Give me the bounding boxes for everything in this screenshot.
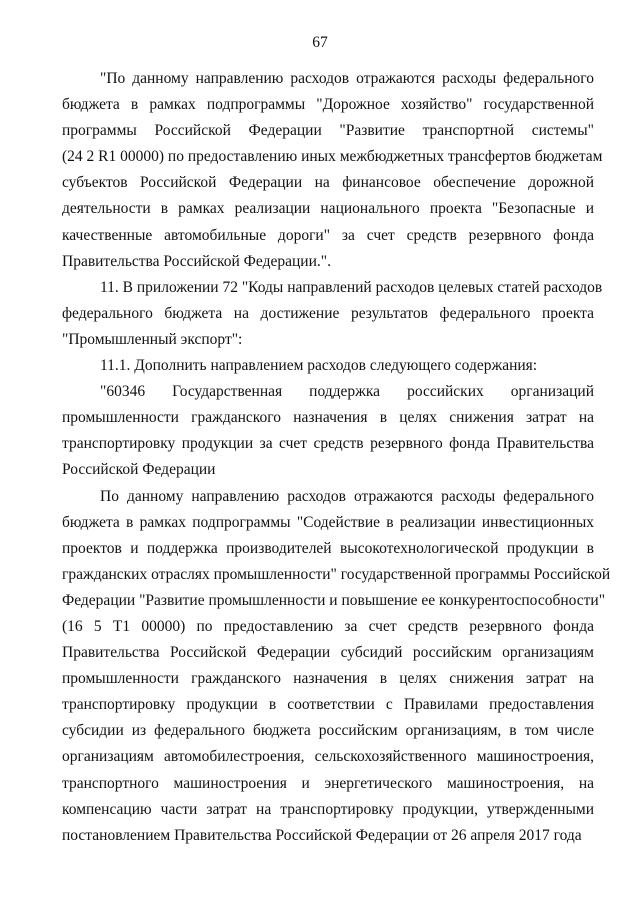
- paragraph-5: [62, 484, 611, 849]
- text-line: По данному направлению расходов отражаются расходы федерального: [100, 487, 594, 505]
- paragraph-1: [62, 66, 603, 275]
- text-line: "Промышленный экспорт":: [62, 330, 243, 348]
- document-body: [62, 66, 611, 849]
- text-line: транспортного машиностроения и энергетического машиностроения, на: [62, 774, 594, 792]
- text-line: федерального бюджета на достижение результатов федерального проекта: [62, 304, 594, 322]
- text-line: транспортировку продукции в соответствии с Правилами предоставления: [62, 696, 594, 714]
- text-line: Федерации "Развитие промышленности и повышение ее конкурентоспособности": [62, 591, 606, 609]
- text-line: Правительства Российской Федерации.".: [62, 252, 331, 270]
- text-line: субъектов Российской Федерации на финансовое обеспечение дорожной: [62, 174, 594, 192]
- text-line: организациям автомобилестроения, сельскохозяйственного машиностроения,: [62, 748, 594, 766]
- paragraph-3: [62, 353, 594, 379]
- text-line: промышленности гражданского назначения в целях снижения затрат на: [62, 409, 594, 427]
- text-line: (16 5 Т1 00000) по предоставлению за счет средств резервного фонда: [62, 617, 594, 635]
- text-line: промышленности гражданского назначения в целях снижения затрат на: [62, 670, 594, 688]
- text-line: постановлением Правительства Российской Федерации от 26 апреля 2017 года: [62, 826, 582, 844]
- text-line: Правительства Российской Федерации субсидий российским организациям: [62, 644, 594, 662]
- text-line: (24 2 R1 00000) по предоставлению иных межбюджетных трансфертов бюджетам: [62, 148, 603, 166]
- text-line: бюджета в рамках подпрограммы "Содействие в реализации инвестиционных: [62, 513, 594, 531]
- text-line: "По данному направлению расходов отражаются расходы федерального: [100, 70, 594, 87]
- text-line: проектов и поддержка производителей высокотехнологической продукции в: [62, 539, 594, 557]
- text-line: 11.1. Дополнить направлением расходов следующего содержания:: [100, 357, 538, 375]
- text-line: качественные автомобильные дороги" за счет средств резервного фонда: [62, 226, 594, 244]
- page-number: 67: [312, 34, 328, 51]
- text-line: гражданских отраслях промышленности" государственной программы Российской: [62, 565, 611, 583]
- text-line: компенсацию части затрат на транспортировку продукции, утвержденными: [62, 800, 594, 818]
- text-line: "60346 Государственная поддержка российских организаций: [100, 383, 594, 401]
- text-line: Российской Федерации: [62, 461, 216, 479]
- paragraph-2: [62, 275, 603, 353]
- text-line: программы Российской Федерации "Развитие транспортной системы": [62, 122, 594, 140]
- text-line: бюджета в рамках подпрограммы "Дорожное хозяйство" государственной: [62, 96, 594, 114]
- text-line: 11. В приложении 72 "Коды направлений расходов целевых статей расходов: [100, 278, 603, 296]
- paragraph-4: [62, 379, 594, 483]
- text-line: субсидии из федерального бюджета российским организациям, в том числе: [62, 722, 594, 740]
- text-line: транспортировку продукции за счет средств резервного фонда Правительства: [62, 435, 594, 453]
- text-line: деятельности в рамках реализации национального проекта "Безопасные и: [62, 200, 594, 218]
